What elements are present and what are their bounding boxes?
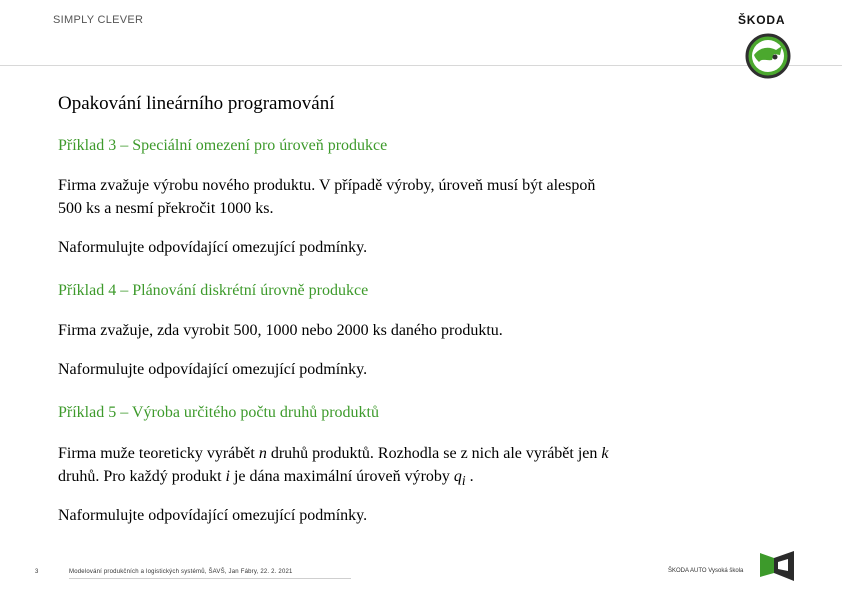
example-5-paragraph (58, 442, 609, 492)
brand-name: ŠKODA (738, 13, 786, 27)
example-4-paragraph: Firma zvažuje, zda vyrobit 500, 1000 nebo 2000 ks daného produktu. (58, 322, 503, 339)
variable-q-subscript: i (461, 473, 466, 489)
example-3-task: Naformulujte odpovídající omezující podmínky. (58, 239, 368, 256)
example-3-heading: Příklad 3 – Speciální omezení pro úroveň produkce (58, 137, 388, 154)
example-5-line-1 (58, 442, 609, 465)
header-rule (0, 65, 842, 66)
footer-brand: ŠKODA AUTO Vysoká škola (668, 568, 744, 574)
example-3-line-2: 500 ks a nesmí překročit 1000 ks. (58, 200, 274, 217)
example-5-line-2-c: . (469, 468, 474, 485)
variable-i: i (225, 468, 230, 485)
variable-k: k (601, 445, 609, 462)
example-5-line-1-b: druhů produktů. Rozhodla se z nich ale vyrábět jen (270, 445, 598, 462)
skoda-arrow-logo-icon (745, 33, 791, 79)
footer-text: Modelování produkčních a logistických systémů, ŠAVŠ, Jan Fábry, 22. 2. 2021 (69, 569, 293, 575)
example-5-line-2-a: druhů. Pro každý produkt (58, 468, 222, 485)
example-5-line-1-a: Firma muže teoreticky vyrábět (58, 445, 255, 462)
skoda-auto-university-flag-icon (760, 551, 794, 581)
example-5-line-2-b: je dána maximální úroveň výroby (233, 468, 450, 485)
variable-q (453, 468, 466, 489)
example-5-line-2 (58, 465, 609, 492)
example-4-task: Naformulujte odpovídající omezující podmínky. (58, 361, 368, 378)
example-3-line-1: Firma zvažuje výrobu nového produktu. V případě výroby, úroveň musí být alespoň (58, 177, 596, 194)
example-4-heading: Příklad 4 – Plánování diskrétní úrovně produkce (58, 282, 369, 299)
example-5-task: Naformulujte odpovídající omezující podmínky. (58, 507, 368, 524)
slide-number: 3 (35, 569, 39, 575)
brand-tagline: SIMPLY CLEVER (53, 14, 144, 26)
variable-q-base: q (453, 468, 462, 485)
page-title: Opakování lineárního programování (58, 93, 335, 114)
example-3-paragraph (58, 174, 595, 220)
footer-rule (69, 578, 351, 579)
example-5-heading: Příklad 5 – Výroba určitého počtu druhů produktů (58, 404, 379, 421)
variable-n: n (258, 445, 267, 462)
